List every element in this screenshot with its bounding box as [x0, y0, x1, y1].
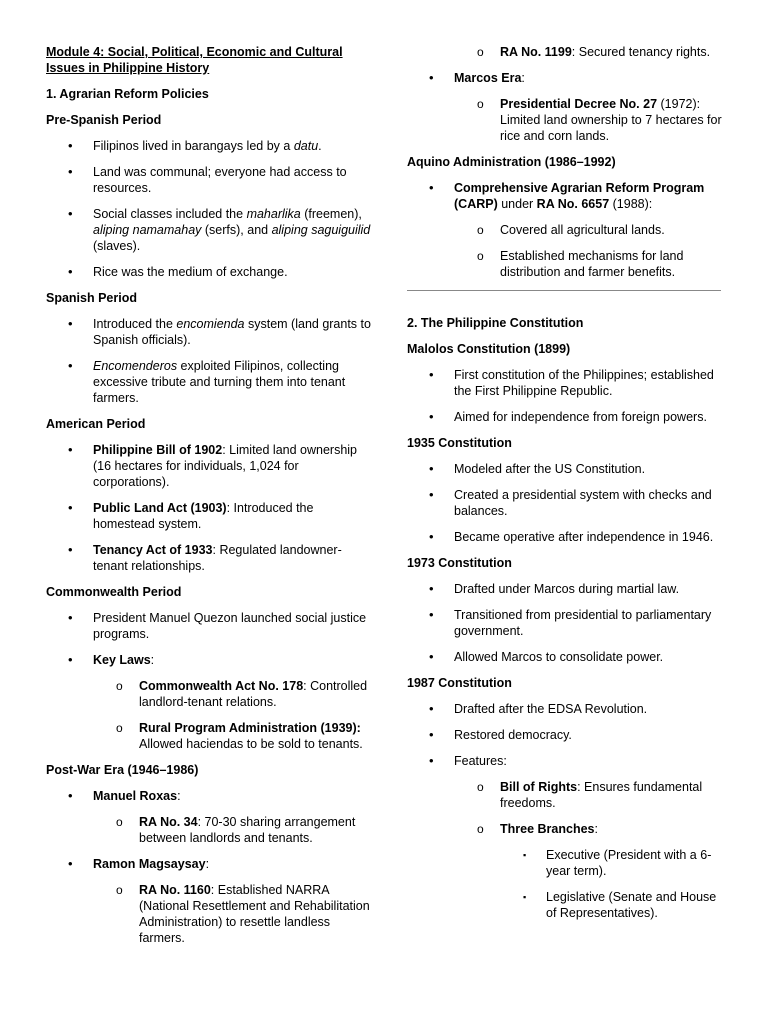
bullet-marker: •: [429, 753, 434, 768]
bullet-marker: •: [68, 610, 73, 625]
sub-sub-list-item: ▪ Executive (President with a 6-year term).: [523, 848, 712, 878]
heading-1987: 1987 Constitution: [407, 676, 512, 690]
sub-list-item: o Three Branches:: [477, 822, 598, 836]
document-title: [46, 44, 376, 76]
list-item: • Philippine Bill of 1902: Limited land ownership (16 hectares for individuals, 1,024 for corporations).: [68, 442, 357, 489]
circle-marker: o: [116, 721, 123, 735]
bullet-marker: •: [68, 788, 73, 803]
bullet-marker: •: [68, 856, 73, 871]
list-item: • Aimed for independence from foreign powers.: [429, 409, 707, 424]
bullet-marker: •: [429, 367, 434, 382]
circle-marker: o: [477, 45, 484, 59]
bullet-marker: •: [429, 529, 434, 544]
bullet-marker: •: [429, 409, 434, 424]
circle-marker: o: [477, 249, 484, 263]
sub-list-item: o Presidential Decree No. 27 (1972): Limited land ownership to 7 hectares for rice and corn lands.: [477, 97, 722, 143]
circle-marker: o: [477, 780, 484, 794]
list-item: • Modeled after the US Constitution.: [429, 461, 646, 476]
sub-list-item: o Rural Program Administration (1939): Allowed haciendas to be sold to tenants.: [116, 721, 363, 751]
heading-1935: 1935 Constitution: [407, 436, 512, 450]
sub-list-item: o RA No. 1199: Secured tenancy rights.: [477, 45, 711, 59]
bullet-marker: •: [429, 461, 434, 476]
heading-commonwealth: Commonwealth Period: [46, 585, 182, 599]
list-item: • Filipinos lived in barangays led by a datu.: [68, 138, 322, 153]
sub-sub-list-item: ▪ Legislative (Senate and House of Representatives).: [523, 890, 717, 920]
list-item: • Drafted after the EDSA Revolution.: [429, 701, 648, 716]
list-item: • Marcos Era:: [429, 70, 525, 85]
heading-aquino: Aquino Administration (1986–1992): [407, 155, 616, 169]
bullet-marker: •: [429, 649, 434, 664]
list-item: • Manuel Roxas:: [68, 788, 181, 803]
list-item: • Introduced the encomienda system (land grants to Spanish officials).: [68, 316, 371, 347]
circle-marker: o: [116, 815, 123, 829]
sub-list-item: o Commonwealth Act No. 178: Controlled landlord-tenant relations.: [116, 679, 368, 709]
list-item: • Land was communal; everyone had access to resources.: [68, 164, 347, 195]
section-heading-agrarian: 1. Agrarian Reform Policies: [46, 87, 209, 101]
list-item: • Ramon Magsaysay:: [68, 856, 210, 871]
circle-marker: o: [477, 223, 484, 237]
sub-list-item: o Bill of Rights: Ensures fundamental freedoms.: [477, 780, 703, 810]
bullet-marker: •: [429, 727, 434, 742]
bullet-marker: •: [429, 607, 434, 622]
bullet-marker: •: [68, 500, 73, 515]
heading-malolos: Malolos Constitution (1899): [407, 342, 571, 356]
title-line-1: Module 4: Social, Political, Economic and Cultural: [46, 45, 343, 59]
sub-list-item: o Covered all agricultural lands.: [477, 223, 665, 237]
heading-spanish: Spanish Period: [46, 291, 137, 305]
sub-list-item: o RA No. 1160: Established NARRA (National Resettlement and Rehabilitation Administration) to resettle landless farmers.: [116, 883, 370, 945]
bullet-marker: •: [68, 542, 73, 557]
heading-pre-spanish: Pre-Spanish Period: [46, 113, 162, 127]
circle-marker: o: [116, 883, 123, 897]
bullet-marker: •: [68, 358, 73, 373]
bullet-marker: •: [68, 164, 73, 179]
list-item: • Key Laws:: [68, 652, 155, 667]
title-line-2: Issues in Philippine History: [46, 61, 210, 75]
square-marker: ▪: [523, 850, 527, 860]
left-column: [46, 0, 376, 956]
list-item: • Social classes included the maharlika (freemen), aliping namamahay (serfs), and aliping saguiguilid (slaves).: [68, 206, 371, 253]
list-item: • Became operative after independence in 1946.: [429, 529, 714, 544]
heading-post-war: Post-War Era (1946–1986): [46, 763, 199, 777]
circle-marker: o: [116, 679, 123, 693]
list-item: • Public Land Act (1903): Introduced the homestead system.: [68, 500, 314, 531]
sub-list-item: o RA No. 34: 70-30 sharing arrangement between landlords and tenants.: [116, 815, 356, 845]
right-column: [407, 0, 725, 931]
bullet-marker: •: [429, 70, 434, 85]
list-item: • Created a presidential system with checks and balances.: [429, 487, 712, 518]
heading-1973: 1973 Constitution: [407, 556, 512, 570]
circle-marker: o: [477, 822, 484, 836]
heading-american: American Period: [46, 417, 146, 431]
bullet-marker: •: [68, 442, 73, 457]
bullet-marker: •: [68, 652, 73, 667]
bullet-marker: •: [68, 316, 73, 331]
list-item: • Encomenderos exploited Filipinos, collecting excessive tribute and turning them into tenant farmers.: [68, 358, 346, 405]
circle-marker: o: [477, 97, 484, 111]
bullet-marker: •: [429, 180, 434, 195]
list-item: • Comprehensive Agrarian Reform Program (CARP) under RA No. 6657 (1988):: [429, 180, 705, 211]
bullet-marker: •: [68, 264, 73, 279]
bullet-marker: •: [429, 701, 434, 716]
list-item: • Drafted under Marcos during martial law.: [429, 581, 680, 596]
list-item: • First constitution of the Philippines; established the First Philippine Republic.: [429, 367, 714, 398]
bullet-marker: •: [429, 487, 434, 502]
list-item: • Restored democracy.: [429, 727, 572, 742]
list-item: • Allowed Marcos to consolidate power.: [429, 649, 664, 664]
list-item: • President Manuel Quezon launched social justice programs.: [68, 610, 367, 641]
sub-list-item: o Established mechanisms for land distribution and farmer benefits.: [477, 249, 684, 279]
section-heading-constitution: 2. The Philippine Constitution: [407, 316, 584, 330]
square-marker: ▪: [523, 892, 527, 902]
bullet-marker: •: [68, 206, 73, 221]
list-item: • Rice was the medium of exchange.: [68, 264, 288, 279]
horizontal-rule: [407, 290, 721, 291]
list-item: • Features:: [429, 753, 507, 768]
bullet-marker: •: [68, 138, 73, 153]
list-item: • Transitioned from presidential to parliamentary government.: [429, 607, 712, 638]
list-item: • Tenancy Act of 1933: Regulated landowner-tenant relationships.: [68, 542, 342, 573]
bullet-marker: •: [429, 581, 434, 596]
